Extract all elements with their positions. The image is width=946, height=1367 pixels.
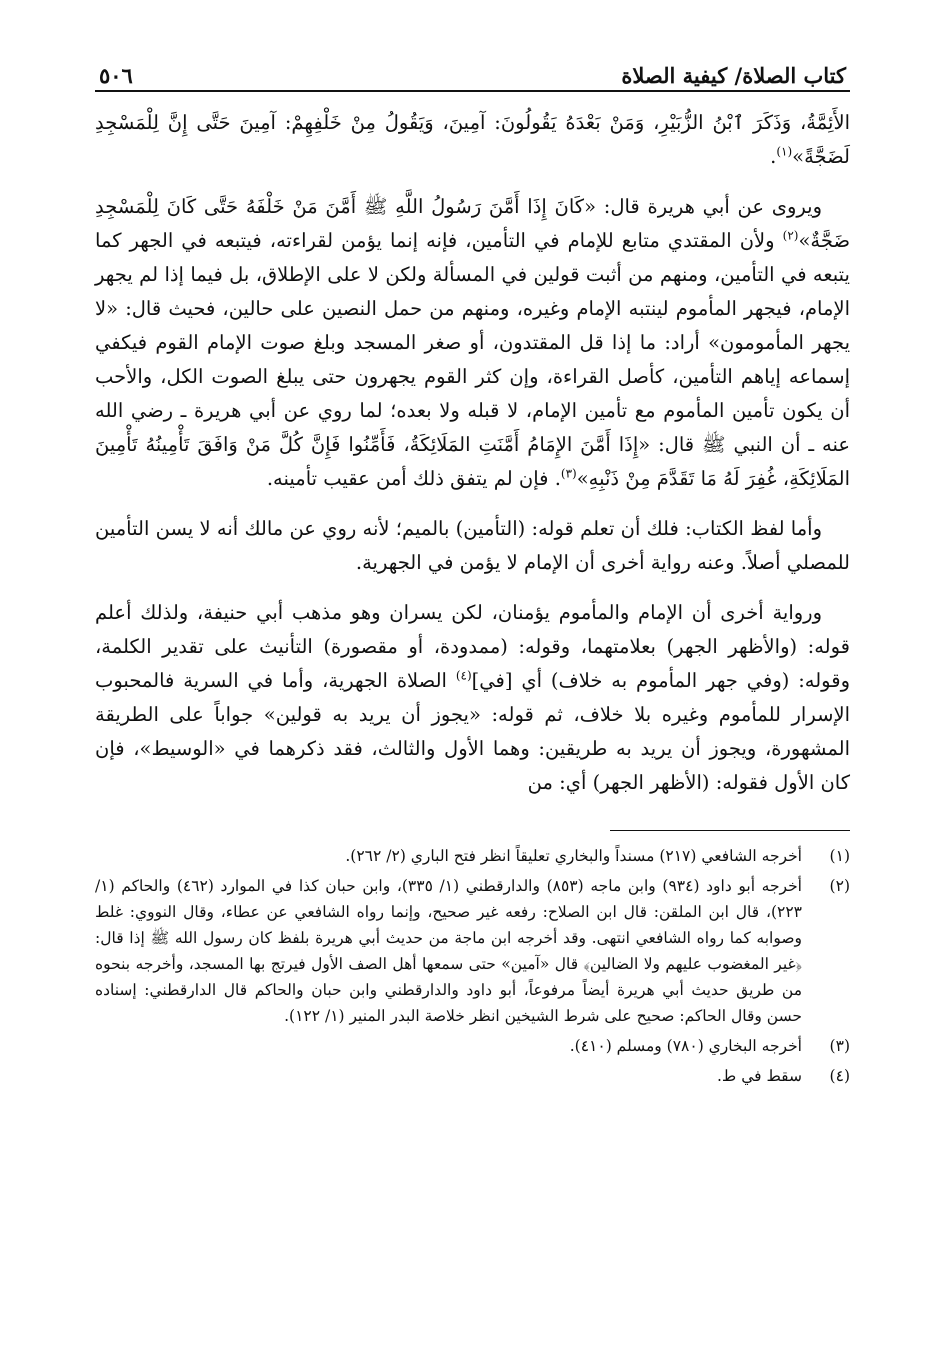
footnote-text: أخرجه البخاري (٧٨٠) ومسلم (٤١٠). (569, 1037, 802, 1055)
footnote-number: (٣) (829, 1037, 850, 1055)
footnote-marker: (٤) (455, 668, 472, 683)
paragraph (95, 596, 850, 800)
footnote-marker: (١) (776, 144, 793, 159)
footnote (95, 1033, 850, 1059)
page-number: ٥٠٦ (99, 63, 133, 88)
footnote-marker: (٣) (560, 466, 577, 481)
footnote (95, 843, 850, 869)
text-run: الأَئِمَّةُ، وَذَكَرَ ٱبْنُ الزُّبَيْرِ، وَمَنْ بَعْدَهُ يَقُولُونَ: آمِينَ، وَيَقُولُ مِنْ خَلْفِهِمْ: آمِينَ حَتَّى إِنَّ لِلْمَسْجِدِ لَضَجَّةً» (95, 111, 850, 168)
footnote-text: أخرجه أبو داود (٩٣٤) وابن ماجه (٨٥٣) والدارقطني (١/ ٣٣٥)، وابن حبان كذا في الموارد (٤٦٢) والحاكم (١/ ٢٢٣)، قال ابن الملقن: قال ابن الصلاح: رفعه غير صحيح، وإنما رواه الشافعي عن عطاء، وقال النووي: غلط وصوابه كما رواه الشافعي انتهى. وقد أخرجه ابن ماجة من حديث أبي هريرة بلفظ كان رسول الله ﷺ إذا قال: ﴿غير المغضوب عليهم ولا الضالين﴾ قال «آمين» حتى سمعها أهل الصف الأول فيرتج بها المسجد، وأخرجه بنحوه من طريق حديث أبي هريرة أيضاً مرفوعاً، أبو داود والدارقطني وابن حبان والحاكم قال الدارقطني: إسناده حسن وقال الحاكم: صحيح على شرط الشيخين انظر خلاصة البدر المنير (١/ ١٢٢). (95, 877, 802, 1025)
paragraph (95, 190, 850, 496)
footnotes (95, 843, 850, 1089)
footnote-number: (١) (829, 847, 850, 865)
text-run: ورواية أخرى أن الإمام والمأموم يؤمنان، لكن يسران وهو مذهب أبي حنيفة، ولذلك أعلم قوله: (والأظهر الجهر) بعلامتهما، وقوله: (ممدودة، أو مقصورة) التأنيث على تقدير الكلمة، وقوله: (وفي جهر المأموم به خلاف) أي [في] (95, 601, 850, 692)
text-run: الصلاة الجهرية، وأما في السرية فالمحبوب الإسرار للمأموم وغيره بلا خلاف، ثم قوله: «يجوز أن يريد به قولين» جواباً على الطريقة المشهورة، ويجوز أن يريد به طريقين: وهما الأول والثالث، فقد ذكرهما في «الوسيط»، فإن كان الأول فقوله: (الأظهر الجهر) أي: من (95, 669, 850, 794)
text-run: . (770, 145, 777, 168)
paragraph (95, 512, 850, 580)
text-run: وأما لفظ الكتاب: فلك أن تعلم قوله: (التأمين) بالميم؛ لأنه روي عن مالك أنه لا يسن التأمين للمصلي أصلاً. وعنه رواية أخرى أن الإمام لا يؤمن في الجهرية. (95, 517, 850, 574)
footnote-number: (٢) (829, 877, 850, 895)
running-head (95, 50, 850, 92)
footnote (95, 1063, 850, 1089)
text-run: ويروى عن أبي هريرة قال: «كَانَ إِذَا أَمَّنَ رَسُولُ اللَّهِ ﷺ أَمَّنَ مَنْ خَلْفَهُ حَتَّى كَانَ لِلْمَسْجِدِ ضَجَّةٌ» (95, 195, 851, 252)
footnote-number: (٤) (829, 1067, 850, 1085)
footnote (95, 873, 850, 1029)
book-page (95, 50, 850, 1093)
main-text (95, 106, 850, 800)
footnote-separator (610, 830, 850, 831)
text-run: ولأن المقتدي متابع للإمام في التأمين، فإنه إنما يؤمن لقراءته، فيتبعه في الجهر كما يتبعه في التأمين، ومنهم من أثبت قولين في المسألة ولكن لا على الإطلاق، بل فيما إذا لم يجهر الإمام، فيجهر المأموم لينتبه الإمام وغيره، ومنهم من حمل النصين على حالين، فحيث قال: «لا يجهر المأمومون» أراد: ما إذا قل المقتدون، أو صغر المسجد وبلغ صوت الإمام القوم فيكفي إسماعه إياهم التأمين، كأصل القراءة، وإن كثر القوم يجهرون حتى يبلغ الصوت الكل، والأحب أن يكون تأمين المأموم مع تأمين الإمام، لا قبله ولا بعده؛ لما روي عن أبي هريرة ـ رضي الله عنه ـ أن النبي ﷺ قال: «إِذَا أَمَّنَ الإِمَامُ أَمَّنَتِ المَلَائِكَةُ، فَأَمِّنُوا فَإِنَّ كُلَّ مَنْ وَافَقَ تَأْمِينُهُ تَأْمِينَ المَلَائِكَةِ، غُفِرَ لَهُ مَا تَقَدَّمَ مِنْ ذَنْبِهِ» (95, 229, 850, 490)
footnote-text: سقط في ط. (717, 1067, 802, 1085)
running-head-title: كتاب الصلاة/ كيفية الصلاة (621, 63, 846, 88)
paragraph (95, 106, 850, 174)
footnote-marker: (٢) (782, 228, 799, 243)
text-run: . فإن لم يتفق ذلك أمن عقيب تأمينه. (266, 467, 561, 490)
footnote-text: أخرجه الشافعي (٢١٧) مسنداً والبخاري تعليقاً انظر فتح الباري (٢/ ٢٦٢). (345, 847, 802, 865)
